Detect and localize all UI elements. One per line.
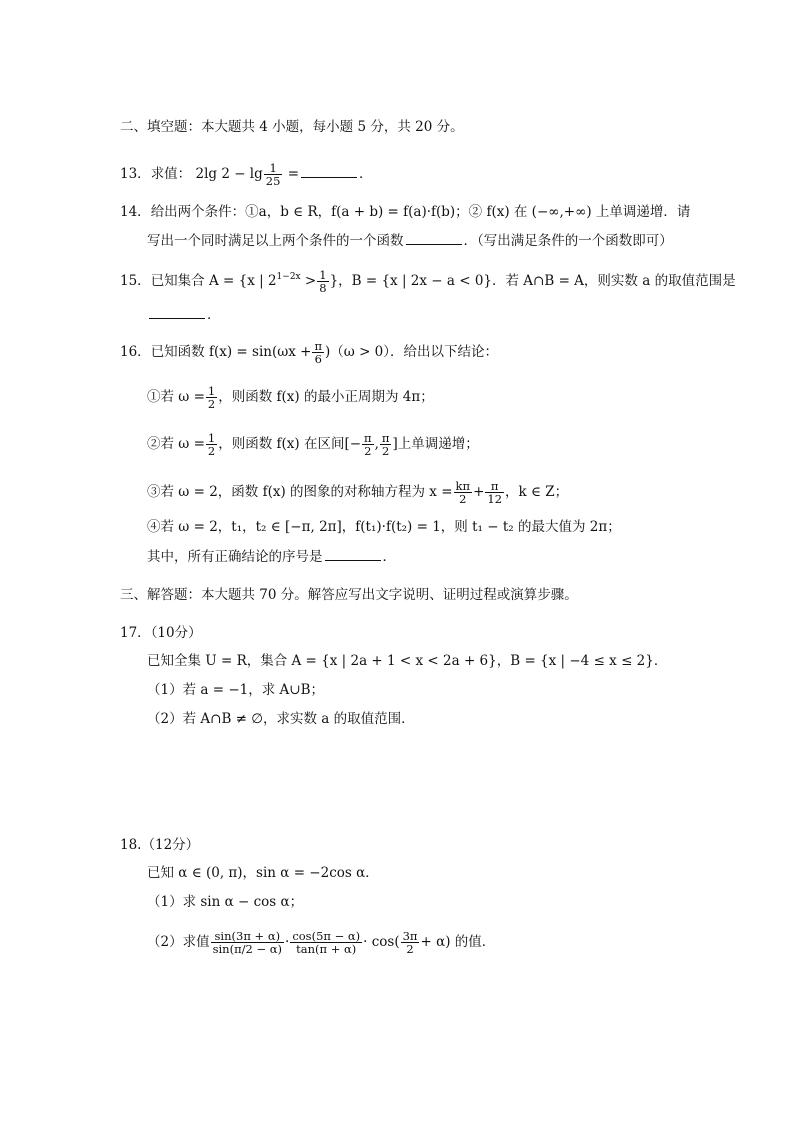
section-2-header: 二、填空题：本大题共 4 小题，每小题 5 分，共 20 分。 — [120, 119, 464, 135]
question-16-stem — [120, 340, 498, 365]
q16-answer-blank — [325, 548, 381, 561]
question-15-line-2 — [147, 306, 221, 324]
q16-conclusion-a: 其中，所有正确结论的序号是 — [147, 549, 323, 565]
q15-frac-num: 1 — [319, 268, 327, 282]
q16-item1-den: 2 — [207, 397, 216, 411]
q16-item3-fraction-1 — [454, 480, 473, 505]
q14-answer-blank — [406, 232, 462, 245]
q13-fraction — [264, 162, 283, 187]
q16-item2-den2: 2 — [362, 444, 374, 457]
q15-text-b: > — [300, 273, 317, 289]
q13-frac-num: 1 — [269, 161, 277, 175]
q16-fraction — [312, 340, 324, 365]
q16-item2-den1: 2 — [207, 444, 216, 458]
question-17-header — [120, 624, 202, 642]
q15-fraction — [317, 269, 328, 294]
q16-item1-num: 1 — [207, 384, 216, 398]
q18-score: （12分） — [141, 837, 200, 853]
q17-part-2: （2）若 A∩B ≠ ∅，求实数 a 的取值范围． — [147, 711, 415, 727]
q14-text-1: 给出两个条件：①a，b ∈ R，f(a + b) = f(a)·f(b)；② f(x) 在 (−∞,+∞) 上单调递增．请 — [150, 204, 691, 220]
q18-part2-c: + α) 的值． — [420, 934, 496, 950]
q16-item-2 — [147, 432, 479, 457]
q16-item2-num3: π — [381, 431, 390, 445]
q16-frac-num: π — [314, 339, 323, 353]
q16-item1-fraction — [206, 385, 217, 410]
q16-number: 16． — [120, 344, 151, 360]
q14-text-2a: 写出一个同时满足以上两个条件的一个函数 — [147, 233, 404, 249]
q13-expr: 2lg 2 − lg — [195, 166, 263, 182]
q18-fraction-3 — [401, 930, 420, 955]
q16-frac-den: 6 — [312, 352, 324, 365]
q16-item3-num2: π — [490, 479, 499, 493]
q16-item1-a: ①若 ω = — [147, 389, 205, 405]
q16-item2-num2: π — [364, 431, 372, 445]
q16-item3-fraction-2 — [485, 480, 504, 505]
q15-text-c: }，B = {x | 2x − a < 0}．若 A∩B = A，则实数 a 的取值范围是 — [329, 273, 736, 289]
q16-item3-den1: 2 — [454, 492, 473, 505]
question-13 — [120, 162, 373, 187]
q16-item3-c: ，k ∈ Z； — [505, 484, 569, 500]
q16-item1-b: ，则函数 f(x) 的最小正周期为 4π； — [218, 389, 434, 405]
q17-stem: 已知全集 U = R，集合 A = {x | 2a + 1 < x < 2a + 6}，B = {x | −4 ≤ x ≤ 2}． — [147, 653, 668, 669]
q18-frac2-num: cos(5π − α) — [292, 929, 361, 943]
q15-text-a: 已知集合 A = {x | 2 — [150, 273, 277, 289]
q16-item2-a: ②若 ω = — [147, 436, 205, 452]
q15-answer-blank — [149, 306, 205, 319]
q16-item3-b: + — [473, 484, 485, 500]
q13-equals: = — [287, 166, 300, 182]
q17-part-1: （1）若 a = −1，求 A∪B； — [147, 682, 324, 698]
q18-fraction-1 — [211, 930, 284, 955]
q16-text-b: )（ω > 0）．给出以下结论： — [325, 344, 499, 360]
q16-item2-fraction-2 — [362, 432, 374, 457]
q13-frac-den: 25 — [265, 174, 281, 188]
question-14-line-2 — [147, 232, 673, 250]
q18-part-2 — [147, 930, 495, 955]
q14-text-2b: ．（写出满足条件的一个函数即可） — [463, 233, 673, 249]
q16-item-3 — [147, 480, 568, 505]
q18-frac1-den: sin(π/2 − α) — [212, 942, 283, 956]
q18-frac2-den: tan(π + α) — [290, 942, 362, 955]
q16-item3-num1: kπ — [455, 479, 471, 493]
q18-frac3-num: 3π — [402, 929, 418, 943]
q13-end: ． — [359, 166, 373, 182]
question-14-line-1 — [120, 203, 690, 221]
q18-stem: 已知 α ∈ (0, π)，sin α = −2cos α． — [147, 865, 379, 881]
q16-text-a: 已知函数 f(x) = sin(ωx + — [150, 344, 312, 360]
q13-number: 13． — [120, 166, 151, 182]
q15-end: ． — [207, 307, 221, 323]
q17-score: （10分） — [150, 625, 202, 641]
q17-number: 17． — [120, 625, 151, 641]
q16-item-4: ④若 ω = 2，t₁，t₂ ∈ [−π, 2π]，f(t₁)·f(t₂) = 1，则 t₁ − t₂ 的最大值为 2π； — [147, 519, 621, 535]
q16-item2-d: ]上单调递增； — [392, 436, 479, 452]
q16-item2-num1: 1 — [207, 431, 216, 445]
q15-exponent: 1−2x — [276, 272, 301, 282]
q18-part2-a: （2）求值 — [147, 934, 210, 950]
q15-frac-den: 8 — [319, 281, 327, 295]
q18-dot: · — [285, 934, 290, 950]
q15-number: 15． — [120, 273, 151, 289]
q16-item2-c: , — [374, 436, 379, 452]
question-15-line-1 — [120, 268, 736, 294]
q16-conclusion — [147, 548, 396, 566]
q16-item2-den3: 2 — [380, 444, 392, 457]
q18-part-1: （1）求 sin α − cos α； — [147, 894, 304, 910]
q18-frac3-den: 2 — [401, 942, 420, 955]
q16-item3-den2: 12 — [487, 492, 503, 506]
q13-answer-blank — [301, 165, 357, 178]
question-18-header — [120, 836, 199, 854]
q18-fraction-2 — [290, 930, 362, 955]
q18-part2-b: · cos( — [363, 934, 400, 950]
q16-item2-fraction-3 — [380, 432, 392, 457]
q14-number: 14． — [120, 204, 151, 220]
q16-item2-b: ，则函数 f(x) 在区间[− — [218, 436, 362, 452]
q18-number: 18. — [120, 837, 142, 853]
q16-item-1 — [147, 385, 434, 410]
q16-item3-a: ③若 ω = 2，函数 f(x) 的图象的对称轴方程为 x = — [147, 484, 453, 500]
section-3-header: 三、解答题：本大题共 70 分。解答应写出文字说明、证明过程或演算步骤。 — [120, 587, 578, 603]
q16-conclusion-b: ． — [382, 549, 396, 565]
q16-item2-fraction-1 — [206, 432, 217, 457]
q13-prefix: 求值： — [150, 166, 192, 182]
q18-frac1-num: sin(3π + α) — [214, 929, 281, 943]
